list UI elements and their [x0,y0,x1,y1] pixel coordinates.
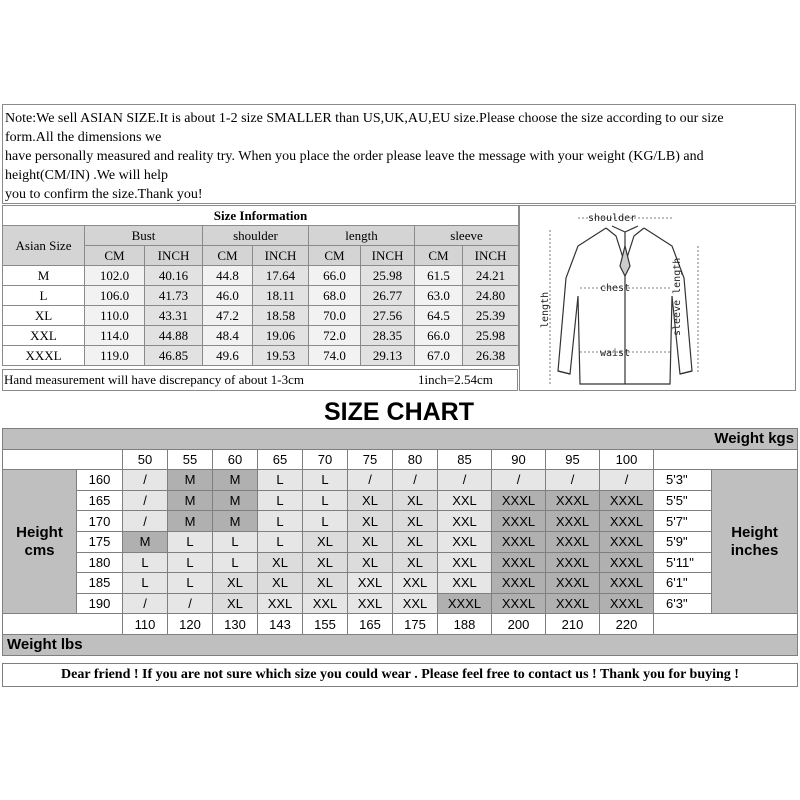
weight-kg-cell: 95 [546,449,600,470]
size-information-table [2,205,519,366]
measurement-cell: 61.5 [415,266,463,286]
height-cm-cell: 190 [77,593,123,614]
measurement-cell: 102.0 [85,266,145,286]
footer-message: Dear friend ! If you are not sure which size you could wear . Please feel free to contact us ! Thank you for buying ! [2,663,798,687]
size-cell: XXXL [546,511,600,532]
unit-header: CM [309,246,361,266]
size-chart-row [3,552,798,573]
note-line: form.All the dimensions we [5,130,162,145]
weight-kg-cell: 70 [303,449,348,470]
measurement-cell: 70.0 [309,306,361,326]
weight-kg-cell: 90 [492,449,546,470]
weight-kg-cell: 60 [213,449,258,470]
size-cell: XL [348,511,393,532]
weight-kg-cell: 55 [168,449,213,470]
note-line: have personally measured and reality try. When you place the order please leave the message with your weight (KG/LB) and [5,149,704,164]
size-chart-row [3,511,798,532]
measurement-cell: 26.38 [463,346,519,366]
size-cell: XXXL [492,552,546,573]
height-inch-cell: 5'7" [654,511,712,532]
size-cell: XL [348,552,393,573]
size-cell: XXL [438,531,492,552]
height-inch-cell: 6'1" [654,573,712,594]
note-line: Note:We sell ASIAN SIZE.It is about 1-2 size SMALLER than US,UK,AU,EU size.Please choose the size according to our size [5,111,724,126]
size-cell: / [123,470,168,491]
size-chart-row [3,531,798,552]
measurement-cell: 119.0 [85,346,145,366]
bust-header: Bust [85,226,203,246]
size-cell: M [168,511,213,532]
shoulder-label: shoulder [588,213,637,224]
size-cell: XXXL [492,531,546,552]
size-info-title-row [3,206,519,226]
asian-size-cell: M [3,266,85,286]
height-cm-cell: 185 [77,573,123,594]
size-note [2,104,796,204]
size-cell: M [213,490,258,511]
size-info-row [3,266,519,286]
measurement-cell: 66.0 [415,326,463,346]
shoulder-header: shoulder [203,226,309,246]
size-cell: XL [393,511,438,532]
weight-lbs-cell: 130 [213,614,258,635]
size-chart-row [3,593,798,614]
measurement-cell: 18.58 [253,306,309,326]
measurement-cell: 49.6 [203,346,253,366]
size-cell: L [213,552,258,573]
length-header: length [309,226,415,246]
weight-kg-cell: 80 [393,449,438,470]
measurement-cell: 43.31 [145,306,203,326]
size-cell: / [393,470,438,491]
height-inch-cell: 6'3" [654,593,712,614]
sleeve-length-label: sleeve length [672,257,683,336]
size-info-title: Size Information [3,206,519,226]
measurement-cell: 26.77 [361,286,415,306]
size-cell: XXL [438,490,492,511]
size-cell: XL [303,573,348,594]
size-cell: L [213,531,258,552]
size-cell: XXL [303,593,348,614]
size-cell: XXL [438,552,492,573]
size-cell: XXL [438,573,492,594]
height-inches-label: Height inches [712,470,798,614]
measurement-cell: 25.39 [463,306,519,326]
measurement-cell: 74.0 [309,346,361,366]
size-cell: XXXL [600,552,654,573]
size-cell: XXXL [600,490,654,511]
measurement-cell: 48.4 [203,326,253,346]
height-cm-cell: 170 [77,511,123,532]
weight-kg-row [3,449,798,470]
height-inch-cell: 5'3" [654,470,712,491]
measurement-cell: 24.80 [463,286,519,306]
height-cm-cell: 180 [77,552,123,573]
measurement-cell: 25.98 [463,326,519,346]
measurement-cell: 28.35 [361,326,415,346]
size-cell: M [213,470,258,491]
measurement-cell: 41.73 [145,286,203,306]
height-cm-cell: 160 [77,470,123,491]
size-cell: XXXL [546,573,600,594]
size-cell: XXL [438,511,492,532]
size-cell: / [123,593,168,614]
height-cm-cell: 165 [77,490,123,511]
measurement-cell: 44.8 [203,266,253,286]
asian-size-cell: L [3,286,85,306]
size-cell: XL [303,552,348,573]
unit-header: CM [203,246,253,266]
waist-label: waist [600,348,631,359]
weight-lbs-label: Weight lbs [3,634,798,655]
measurement-cell: 67.0 [415,346,463,366]
height-cms-label: Height cms [3,470,77,614]
corner-cell [3,614,123,635]
measurement-cell: 66.0 [309,266,361,286]
size-cell: L [258,490,303,511]
asian-size-header: Asian Size [3,226,85,266]
chest-label: chest [600,283,631,294]
measurement-cell: 72.0 [309,326,361,346]
unit-header: INCH [145,246,203,266]
weight-lbs-banner-row [3,634,798,655]
asian-size-cell: XL [3,306,85,326]
size-chart-row [3,490,798,511]
hand-measurement-note: Hand measurement will have discrepancy of about 1-3cm [4,372,304,387]
measurement-cell: 46.85 [145,346,203,366]
size-cell: / [123,490,168,511]
size-cell: XL [303,531,348,552]
size-cell: / [348,470,393,491]
size-cell: XXL [258,593,303,614]
size-cell: XL [258,552,303,573]
size-cell: XXXL [600,593,654,614]
size-cell: XL [393,490,438,511]
shirt-drawing [520,206,795,390]
measurement-cell: 19.53 [253,346,309,366]
size-cell: L [168,552,213,573]
measurement-cell: 17.64 [253,266,309,286]
size-cell: XL [258,573,303,594]
weight-kg-cell: 100 [600,449,654,470]
size-cell: XXL [348,593,393,614]
size-cell: XXL [348,573,393,594]
weight-lbs-cell: 188 [438,614,492,635]
height-inch-cell: 5'9" [654,531,712,552]
size-cell: XXXL [438,593,492,614]
size-cell: XXXL [600,531,654,552]
measurement-cell: 46.0 [203,286,253,306]
size-cell: XL [213,593,258,614]
size-cell: L [123,552,168,573]
weight-lbs-row [3,614,798,635]
size-cell: XXXL [600,573,654,594]
unit-header: CM [85,246,145,266]
measurement-cell: 110.0 [85,306,145,326]
size-cell: XXXL [546,552,600,573]
weight-kg-cell: 85 [438,449,492,470]
measurement-cell: 68.0 [309,286,361,306]
asian-size-cell: XXXL [3,346,85,366]
measurement-cell: 24.21 [463,266,519,286]
weight-lbs-cell: 120 [168,614,213,635]
size-cell: / [492,470,546,491]
size-cell: L [258,531,303,552]
weight-lbs-cell: 210 [546,614,600,635]
size-cell: / [600,470,654,491]
size-cell: M [123,531,168,552]
size-cell: / [438,470,492,491]
size-cell: XL [213,573,258,594]
size-cell: XXXL [546,593,600,614]
weight-lbs-cell: 200 [492,614,546,635]
size-info-row [3,346,519,366]
size-chart-row [3,573,798,594]
measurement-cell: 47.2 [203,306,253,326]
height-inch-cell: 5'5" [654,490,712,511]
size-cell: / [123,511,168,532]
size-cell: / [546,470,600,491]
size-cell: XXXL [492,490,546,511]
size-cell: XXXL [492,573,546,594]
weight-kg-cell: 50 [123,449,168,470]
length-label: length [540,291,551,328]
size-chart-title: SIZE CHART [324,398,474,426]
measurement-cell: 29.13 [361,346,415,366]
unit-header: INCH [361,246,415,266]
size-info-group-row [3,226,519,246]
size-cell: M [168,470,213,491]
note-line: height(CM/IN) .We will help [5,168,168,183]
size-cell: XXXL [546,531,600,552]
size-cell: L [303,511,348,532]
measurement-cell: 64.5 [415,306,463,326]
measurement-cell: 44.88 [145,326,203,346]
size-chart-row [3,470,798,491]
size-cell: M [168,490,213,511]
height-inch-cell: 5'11" [654,552,712,573]
measurement-cell: 40.16 [145,266,203,286]
measurement-cell: 106.0 [85,286,145,306]
measurement-cell: 27.56 [361,306,415,326]
size-cell: M [213,511,258,532]
measurement-cell: 18.11 [253,286,309,306]
measurement-cell: 25.98 [361,266,415,286]
measurement-cell: 114.0 [85,326,145,346]
height-cm-cell: 175 [77,531,123,552]
corner-cell [3,449,123,470]
weight-kg-cell: 75 [348,449,393,470]
weight-lbs-cell: 143 [258,614,303,635]
size-cell: L [303,470,348,491]
size-cell: L [123,573,168,594]
weight-kg-cell: 65 [258,449,303,470]
weight-kgs-banner-row [3,429,798,450]
shirt-measurement-diagram [519,205,796,391]
measurement-cell: 63.0 [415,286,463,306]
weight-lbs-cell: 165 [348,614,393,635]
corner-cell [654,614,798,635]
size-cell: L [168,573,213,594]
sleeve-header: sleeve [415,226,519,246]
weight-lbs-cell: 220 [600,614,654,635]
weight-lbs-cell: 110 [123,614,168,635]
size-info-row [3,286,519,306]
size-info-row [3,306,519,326]
size-cell: XXL [393,573,438,594]
size-cell: XXL [393,593,438,614]
unit-header: INCH [463,246,519,266]
asian-size-cell: XXL [3,326,85,346]
size-cell: L [258,470,303,491]
size-cell: XL [348,531,393,552]
size-cell: XL [393,531,438,552]
corner-cell [654,449,798,470]
size-cell: XXXL [492,511,546,532]
unit-header: CM [415,246,463,266]
size-cell: XXXL [546,490,600,511]
unit-header: INCH [253,246,309,266]
size-cell: / [168,593,213,614]
size-info-row [3,326,519,346]
size-cell: XXXL [492,593,546,614]
size-cell: L [168,531,213,552]
weight-lbs-cell: 175 [393,614,438,635]
size-cell: L [303,490,348,511]
note-line: you to confirm the size.Thank you! [5,187,203,202]
size-chart-table [2,428,798,656]
inch-conversion-note: 1inch=2.54cm [418,372,493,387]
size-cell: L [258,511,303,532]
measurement-cell: 19.06 [253,326,309,346]
size-cell: XL [348,490,393,511]
size-cell: XXXL [600,511,654,532]
weight-kgs-label: Weight kgs [3,429,798,450]
measurement-note-bar [2,369,518,391]
size-cell: XL [393,552,438,573]
weight-lbs-cell: 155 [303,614,348,635]
